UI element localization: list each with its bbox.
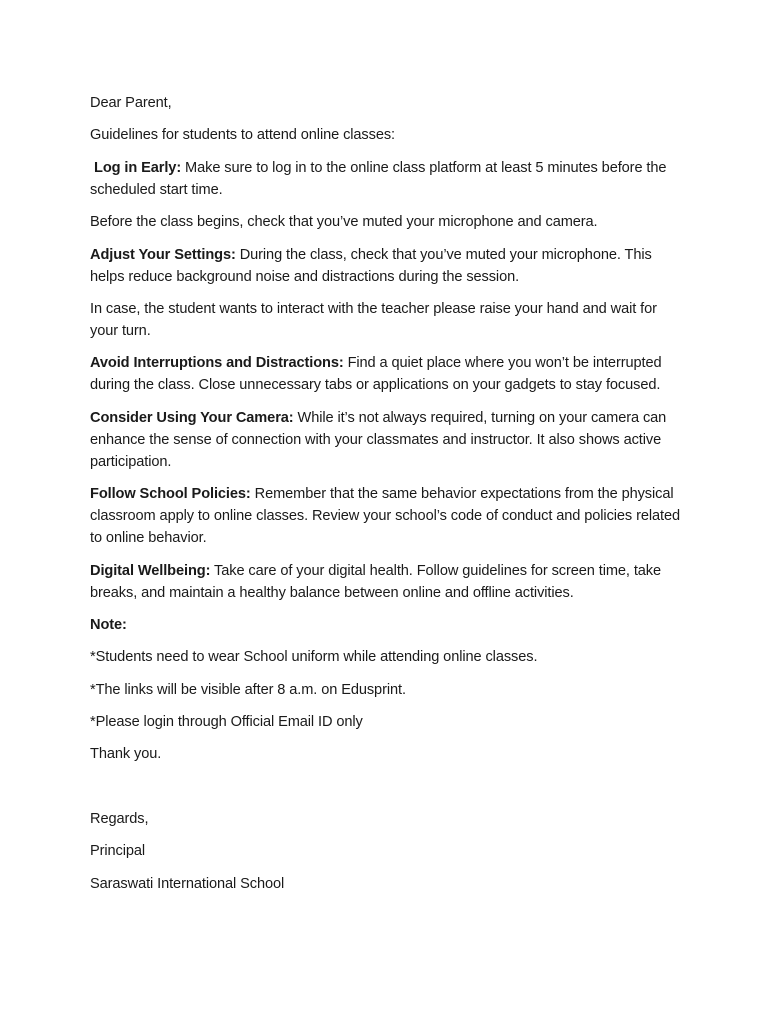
note-heading: Note: (90, 616, 127, 633)
salutation: Dear Parent, (90, 95, 172, 111)
thanks-line: Thank you. (90, 746, 162, 763)
guideline-text: While it’s not always required, turning on your camera can enhance the sense of connection with your classmates and instructor. It also shows active participation. (90, 409, 667, 470)
guideline-heading: Digital Wellbeing: (90, 562, 211, 579)
school-name: Saraswati International School (90, 875, 285, 892)
note-item: *Students need to wear School uniform while attending online classes. (90, 649, 538, 666)
guideline-mute-before-class (90, 211, 682, 233)
blank-line (90, 776, 682, 808)
guideline-avoid-interruptions (90, 352, 682, 396)
guideline-use-camera (90, 407, 682, 473)
guideline-log-in-early (90, 157, 682, 201)
guideline-raise-hand (90, 298, 682, 342)
closing-line: Regards, (90, 810, 149, 827)
guideline-text: Make sure to log in to the online class platform at least 5 minutes before the scheduled start time. (90, 159, 667, 198)
guideline-heading: Adjust Your Settings: (90, 246, 236, 263)
guideline-adjust-settings (90, 244, 682, 288)
guideline-text: In case, the student wants to interact with the teacher please raise your hand and wait for your turn. (90, 300, 657, 339)
note-item: *The links will be visible after 8 a.m. on Edusprint. (90, 681, 406, 698)
guideline-heading: Avoid Interruptions and Distractions: (90, 355, 344, 372)
guideline-heading: Log in Early: (94, 159, 182, 176)
guideline-text: Before the class begins, check that you’ve muted your microphone and camera. (90, 214, 598, 231)
guideline-school-policies (90, 483, 682, 549)
guideline-heading: Consider Using Your Camera: (90, 409, 294, 426)
guideline-text: Take care of your digital health. Follow guidelines for screen time, take breaks, and maintain a healthy balance between online and offline activities. (90, 562, 662, 601)
guideline-text: Find a quiet place where you won’t be interrupted during the class. Close unnecessary tabs or applications on your gadgets to stay focused. (90, 355, 662, 394)
signatory-title: Principal (90, 843, 146, 860)
letter-page (90, 92, 682, 905)
intro-line: Guidelines for students to attend online classes: (90, 127, 395, 144)
guideline-text: Remember that the same behavior expectations from the physical classroom apply to online classes. Review your school’s code of conduct and policies related to online behavior. (90, 486, 681, 547)
guideline-heading: Follow School Policies: (90, 486, 251, 503)
guideline-text: During the class, check that you’ve muted your microphone. This helps reduce background noise and distractions during the session. (90, 246, 652, 285)
note-item: *Please login through Official Email ID only (90, 714, 363, 731)
guideline-digital-wellbeing (90, 560, 682, 604)
